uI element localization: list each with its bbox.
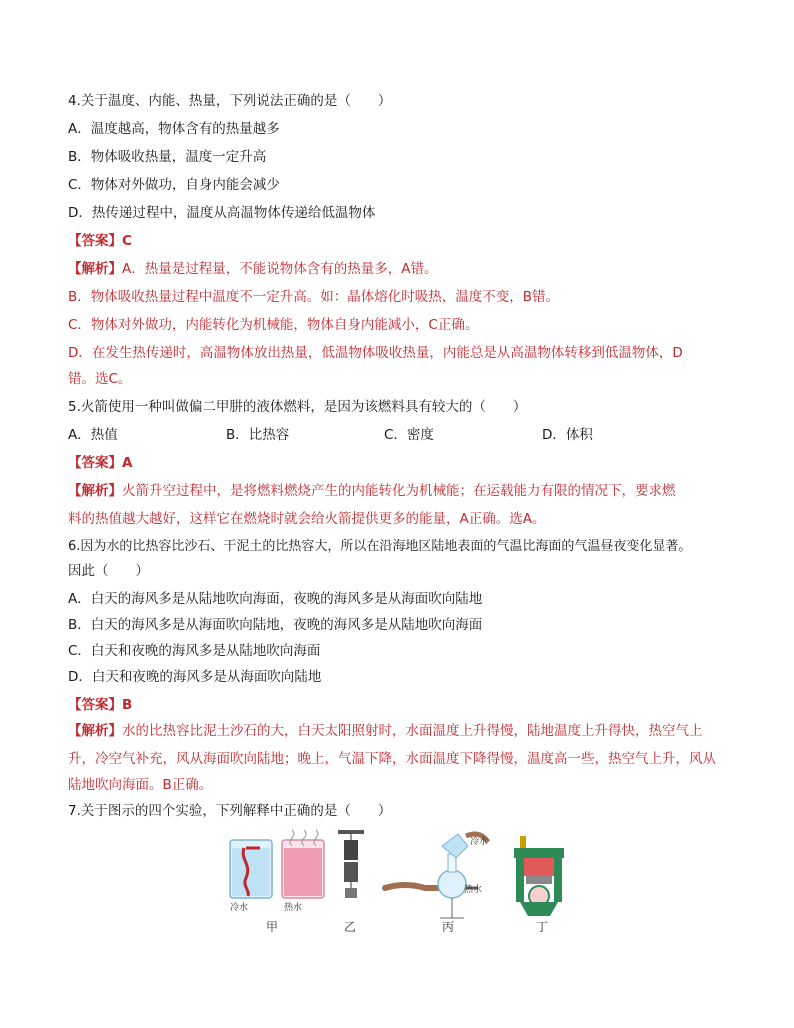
q5-option-a: A．热值 bbox=[68, 427, 118, 443]
q5-analysis-2: 料的热值越大越好，这样它在燃烧时就会给火箭提供更多的能量，A正确。选A。 bbox=[68, 511, 546, 527]
q6-option-d: D．白天和夜晚的海风多是从海面吹向陆地 bbox=[68, 669, 322, 685]
q4-answer bbox=[68, 232, 132, 250]
q4-option-c: C．物体对外做功，自身内能会减少 bbox=[68, 177, 280, 193]
answer-value: C bbox=[122, 233, 132, 249]
q6-option-c: C．白天和夜晚的海风多是从陆地吹向海面 bbox=[68, 643, 321, 659]
flask-hot-water-label: 热水 bbox=[464, 885, 483, 895]
flask-cold-water-label: 冷水 bbox=[470, 837, 489, 847]
figure-label-ding: 丁 bbox=[536, 920, 549, 934]
q4-option-b: B．物体吸收热量，温度一定升高 bbox=[68, 149, 267, 165]
figure-label-jia: 甲 bbox=[266, 920, 279, 934]
beaker-cold-water bbox=[230, 840, 272, 898]
lead-blocks bbox=[338, 830, 364, 898]
q6-option-b: B．白天的海风多是从海面吹向陆地，夜晚的海风多是从陆地吹向海面 bbox=[68, 617, 483, 633]
q4-analysis-4: D．在发生热传递时，高温物体放出热量，低温物体吸收热量，内能总是从高温物体转移到低温物体，D bbox=[68, 345, 683, 361]
q4-analysis-5: 错。选C。 bbox=[68, 371, 132, 387]
figure-label-yi: 乙 bbox=[344, 920, 357, 934]
figure-label-bing: 丙 bbox=[442, 920, 455, 934]
q6-analysis-2: 升，冷空气补充，风从海面吹向陆地；晚上，气温下降，水面温度下降得慢，温度高一些，热空气上升，风从 bbox=[68, 751, 716, 767]
q4-analysis-3: C．物体对外做功，内能转化为机械能，物体自身内能减小，C正确。 bbox=[68, 317, 479, 333]
q5-stem: 5.火箭使用一种叫做偏二甲肼的液体燃料，是因为该燃料具有较大的（ ） bbox=[68, 399, 527, 415]
q5-answer: 【答案】A bbox=[68, 455, 133, 471]
q7-stem: 7.关于图示的四个实验，下列解释中正确的是（ ） bbox=[68, 803, 392, 819]
q5-analysis-1: 【解析】火箭升空过程中，是将燃料燃烧产生的内能转化为机械能；在运载能力有限的情况下，要求燃 bbox=[68, 483, 676, 499]
q4-option-a: A．温度越高，物体含有的热量越多 bbox=[68, 121, 280, 137]
beaker-hot-water bbox=[282, 830, 324, 898]
q6-stem-2: 因此（ ） bbox=[68, 563, 149, 579]
hot-water-label: 热水 bbox=[284, 903, 303, 913]
q4-analysis-1: 【解析】A．热量是过程量，不能说物体含有的热量多，A错。 bbox=[68, 261, 438, 277]
q7-figure bbox=[220, 826, 580, 936]
engine-diagram bbox=[514, 836, 564, 916]
cold-water-label: 冷水 bbox=[230, 903, 249, 913]
q5-option-d: D．体积 bbox=[542, 427, 593, 443]
q6-stem-1: 6.因为水的比热容比沙石、干泥土的比热容大，所以在沿海地区陆地表面的气温比海面的气温昼夜变化显著。 bbox=[68, 539, 692, 554]
q6-analysis-1: 【解析】水的比热容比泥土沙石的大，白天太阳照射时，水面温度上升得慢，陆地温度上升得快，热空气上 bbox=[68, 723, 703, 739]
q4-stem: 4.关于温度、内能、热量，下列说法正确的是（ ） bbox=[68, 93, 392, 109]
q6-answer: 【答案】B bbox=[68, 697, 133, 713]
q4-option-d: D．热传递过程中，温度从高温物体传递给低温物体 bbox=[68, 205, 376, 221]
q5-option-c: C．密度 bbox=[384, 427, 434, 443]
answer-tag: 【答案】 bbox=[68, 233, 122, 249]
analysis-tag: 【解析】 bbox=[68, 261, 122, 277]
q6-analysis-3: 陆地吹向海面。B正确。 bbox=[68, 777, 213, 793]
q4-analysis-2: B．物体吸收热量过程中温度不一定升高。如：晶体熔化时吸热，温度不变，B错。 bbox=[68, 289, 560, 305]
q5-options bbox=[68, 426, 728, 444]
q5-option-b: B．比热容 bbox=[226, 427, 290, 443]
q6-option-a: A．白天的海风多是从陆地吹向海面，夜晚的海风多是从海面吹向陆地 bbox=[68, 591, 483, 607]
